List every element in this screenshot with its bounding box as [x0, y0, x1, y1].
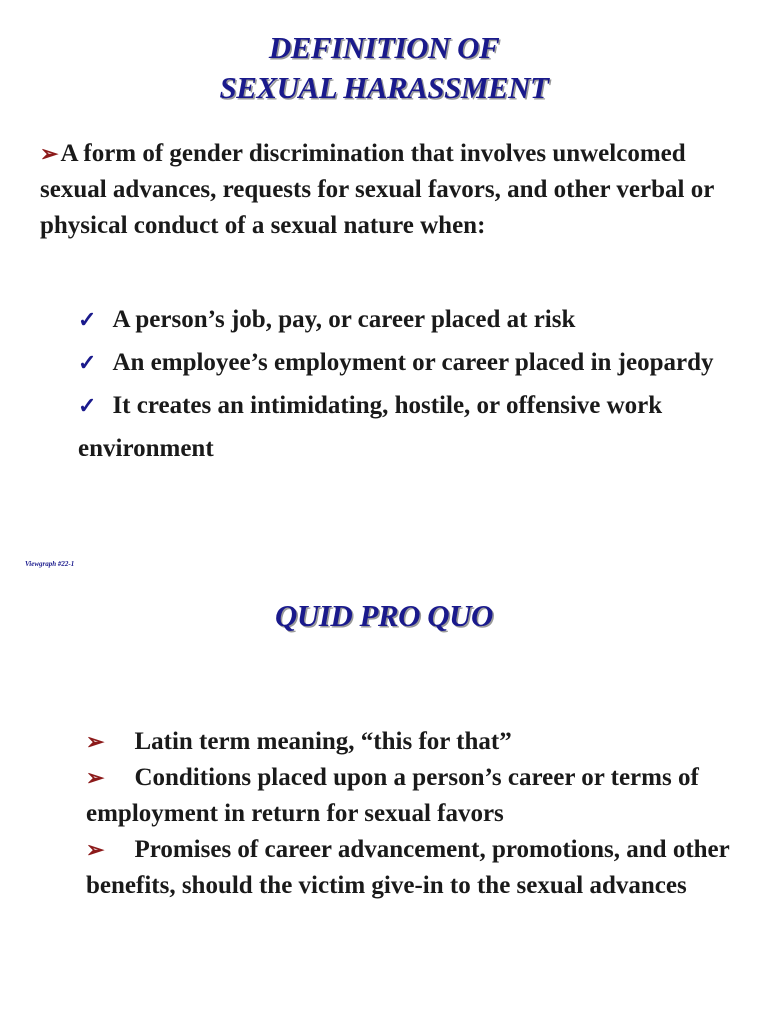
- definition-paragraph: [40, 136, 740, 244]
- quid-item-text: Conditions placed upon a person’s career or terms of employment in return for sexual favors: [86, 764, 699, 827]
- title-line-1: DEFINITION OF: [268, 30, 500, 65]
- list-item: [86, 832, 736, 904]
- arrow-bullet-icon: ➢: [40, 141, 59, 166]
- list-item: [78, 341, 758, 384]
- title-line-2: SEXUAL HARASSMENT: [219, 70, 549, 105]
- list-item: [78, 384, 758, 470]
- checkmark-icon: ✓: [78, 307, 97, 332]
- arrow-bullet-icon: ➢: [86, 729, 105, 754]
- definition-text: A form of gender discrimination that involves unwelcomed sexual advances, requests for sexual favors, and other verbal or physical conduct of a sexual nature when:: [40, 140, 714, 239]
- list-item: [78, 298, 758, 341]
- viewgraph-label: Viewgraph #22-1: [25, 560, 75, 568]
- slide-quid-pro-quo: [0, 550, 768, 1024]
- checkmark-icon: ✓: [78, 350, 97, 375]
- slide-title-definition: [0, 28, 768, 108]
- condition-text: A person’s job, pay, or career placed at risk: [112, 306, 576, 333]
- condition-list: [78, 298, 758, 470]
- arrow-bullet-icon: ➢: [86, 765, 105, 790]
- arrow-bullet-icon: ➢: [86, 837, 105, 862]
- quid-item-text: Latin term meaning, “this for that”: [134, 728, 512, 755]
- checkmark-icon: ✓: [78, 393, 97, 418]
- slide-title-quid-pro-quo: QUID PRO QUO: [275, 598, 493, 633]
- list-item: [86, 724, 736, 760]
- list-item: [86, 760, 736, 832]
- quid-item-text: Promises of career advancement, promotions, and other benefits, should the victim give-in to the sexual advances: [86, 836, 730, 899]
- condition-text: It creates an intimidating, hostile, or offensive work environment: [78, 392, 663, 462]
- quid-pro-quo-list: [86, 724, 736, 904]
- condition-text: An employee’s employment or career placed in jeopardy: [112, 349, 714, 376]
